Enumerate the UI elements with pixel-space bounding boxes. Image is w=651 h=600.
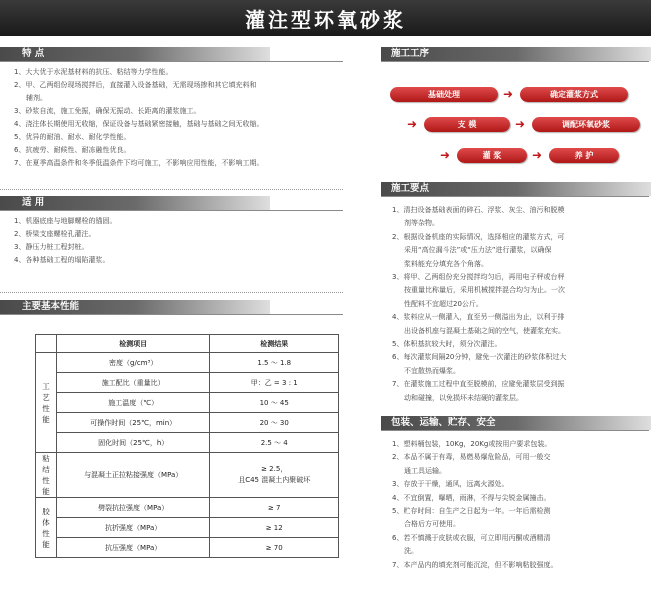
table-result-value: 10 ～ 45 — [259, 398, 289, 407]
list-item: 1、清扫设备基础表面的碎石、浮浆、灰尘、油污和脱模 — [392, 206, 565, 214]
table-header-row — [36, 335, 339, 353]
list-item: 7、在灌浆施工过程中直至脱模前，应避免灌浆层受到振 — [392, 380, 565, 389]
table-header-result: 检测结果 — [210, 335, 339, 353]
table-row — [36, 353, 339, 373]
list-item: 1、机器底座与地脚螺栓的锚固。 — [14, 217, 117, 225]
table-category-cell: 工 艺 性 能 — [36, 353, 57, 453]
process-rule — [381, 61, 649, 62]
list-item: 3、存放于干燥，通风，远离火源处。 — [392, 480, 509, 489]
table-result-value: 2.5 ～ 4 — [260, 438, 288, 447]
applications-list — [14, 215, 344, 267]
table-header-item: 检测项目 — [56, 335, 209, 353]
packaging-rule — [381, 430, 649, 431]
list-item-continuation: 剂等杂物。 — [404, 219, 439, 228]
step-curing: 养 护 — [549, 148, 619, 163]
divider — [0, 292, 343, 293]
list-item-continuation: 出设备机座与混凝土基础之间的空气，使灌浆充实。 — [404, 326, 565, 335]
features-rule — [0, 61, 343, 62]
table-result-cell — [210, 393, 339, 413]
features-heading: 特 点 — [0, 47, 270, 61]
table-result-cell — [210, 353, 339, 373]
list-item-continuation: 性配料不宜超过20公斤。 — [404, 299, 483, 308]
list-item-continuation: 合格后方可使用。 — [404, 520, 460, 529]
list-item-continuation: 通工具运输。 — [404, 466, 446, 475]
table-result-cell — [210, 518, 339, 538]
list-item: 6、抗疲劳、耐候性、耐冻融性优良。 — [14, 146, 131, 154]
table-result-value: ≥ 70 — [265, 543, 283, 552]
table-row — [36, 538, 339, 558]
table-row — [36, 453, 339, 498]
list-item: 4、浆料应从一侧灌入，直至另一侧溢出为止，以利于排 — [392, 313, 565, 322]
list-item: 1、塑料桶包装，10Kg，20Kg或按用户要求包装。 — [392, 440, 552, 448]
list-item-continuation: 采用“高位漏斗法”或“压力法”进行灌浆，以确保 — [404, 246, 552, 255]
list-item: 4、各种基础工程的塌陷灌浆。 — [14, 256, 110, 264]
performance-rule — [0, 314, 343, 315]
table-result-value: ≥ 12 — [265, 523, 283, 532]
key-points-rule — [381, 196, 649, 197]
list-item: 6、若不慎溅于皮肤或衣服，可立即用丙酮或酒精清 — [392, 533, 551, 542]
table-result-cell — [210, 373, 339, 393]
table-item-cell: 与混凝土正拉粘接强度（MPa） — [56, 453, 209, 498]
table-row — [36, 433, 339, 453]
list-item: 2、桥梁支座螺栓孔灌注。 — [14, 230, 96, 238]
table-item-cell: 施工温度（℃） — [56, 393, 209, 413]
arrow-right-icon: ➜ — [503, 87, 514, 101]
table-item-cell: 抗压强度（MPa） — [56, 538, 209, 558]
table-item-cell: 密度（g/cm³） — [56, 353, 209, 373]
table-category-cell: 粘 结 性 能 — [36, 453, 57, 498]
packaging-heading: 包装、运输、贮存、安全 — [381, 416, 651, 430]
table-result-value: 1.5 ～ 1.8 — [257, 358, 292, 367]
list-item: 2、本品不属于有毒，易燃易爆危险品，可用一般交 — [392, 453, 551, 462]
table-row — [36, 393, 339, 413]
step-grouting-method: 确定灌浆方式 — [520, 87, 628, 102]
applications-heading: 适 用 — [0, 196, 270, 210]
step-grouting: 灌 浆 — [457, 148, 527, 163]
table-row — [36, 413, 339, 433]
table-row — [36, 518, 339, 538]
list-item: 7、在夏季高温条件和冬季低温条件下均可施工，不影响应用性能，不影响工期。 — [14, 159, 264, 167]
list-item: 3、砂浆自流，施工免振，确保无振动、长距离的灌浆施工。 — [14, 107, 201, 115]
table-header-category — [36, 335, 57, 353]
divider — [0, 189, 343, 190]
table-item-cell: 固化时间（25℃，h） — [56, 433, 209, 453]
list-item: 6、每次灌浆间隔20分钟，避免一次灌注的砂浆体积过大 — [392, 353, 567, 362]
list-item: 7、本产品内的填充剂可能沉淀，但不影响粘胶强度。 — [392, 560, 558, 569]
table-item-cell: 劈裂抗拉强度（MPa） — [56, 498, 209, 518]
list-item-continuation: 浆料能充分填充各个角落。 — [404, 259, 488, 268]
table-category-cell: 胶 体 性 能 — [36, 498, 57, 558]
list-item: 1、大大优于水泥基材料的抗压、粘结等力学性能。 — [14, 68, 173, 76]
list-item-continuation: 辅剂。 — [26, 94, 47, 102]
step-formwork: 支 模 — [424, 117, 510, 132]
table-result-cell — [210, 498, 339, 518]
list-item: 3、静压力桩工程封桩。 — [14, 243, 89, 251]
list-item-continuation: 按重量比称量后，采用机械搅拌混合均匀为止。一次 — [404, 286, 565, 295]
table-result-cell — [210, 413, 339, 433]
table-result-cell — [210, 433, 339, 453]
table-result-cell — [210, 538, 339, 558]
table-result-value: 甲：乙 = 3 : 1 — [250, 378, 298, 387]
arrow-right-icon: ➜ — [407, 117, 418, 131]
list-item: 5、优异的耐油、耐水、耐化学性能。 — [14, 133, 131, 141]
features-list — [14, 66, 344, 170]
list-item: 3、将甲、乙两组份充分搅拌均匀后，再用电子秤或台秤 — [392, 273, 565, 282]
step-foundation-treatment: 基础处理 — [390, 87, 498, 102]
list-item: 5、体积基抗较大时，须分次灌注。 — [392, 340, 502, 349]
table-result-note: 且C45 混凝土内聚破坏 — [238, 476, 311, 484]
list-item-continuation: 洗。 — [404, 547, 418, 556]
list-item: 5、贮存时间：自生产之日起为一年。一年后需检测 — [392, 507, 551, 516]
arrow-right-icon: ➜ — [515, 117, 526, 131]
arrow-right-icon: ➜ — [440, 148, 451, 162]
packaging-list — [392, 438, 650, 572]
step-mix-mortar: 调配环氧砂浆 — [532, 117, 640, 132]
table-row — [36, 498, 339, 518]
title-banner — [0, 0, 651, 36]
list-item: 2、根据设备机座的实际情况，选择相应的灌浆方式，可 — [392, 232, 565, 241]
list-item-continuation: 动和碰撞，以免损坏未结硬的灌浆层。 — [404, 393, 523, 402]
table-item-cell: 可操作时间（25℃，min） — [56, 413, 209, 433]
arrow-right-icon: ➜ — [532, 148, 543, 162]
table-result-value: 20 ～ 30 — [259, 418, 289, 427]
key-points-list — [392, 204, 650, 405]
table-result-value: ≥ 2.5， — [261, 465, 288, 473]
process-heading: 施工工序 — [381, 47, 651, 61]
page-title: 灌注型环氧砂浆 — [245, 7, 406, 32]
table-result-value: ≥ 7 — [267, 503, 281, 512]
table-item-cell: 抗折强度（MPa） — [56, 518, 209, 538]
key-points-heading: 施工要点 — [381, 182, 651, 196]
performance-heading: 主要基本性能 — [0, 300, 270, 314]
table-item-cell: 施工配比（重量比） — [56, 373, 209, 393]
list-item: 2、甲、乙两组份现场搅拌后，直接灌入设备基础，无需现场掺和其它填充料和 — [14, 81, 257, 89]
list-item: 4、浇注体长期使用无收缩，保证设备与基础紧密接触，基础与基础之间无收缩。 — [14, 120, 264, 128]
list-item-continuation: 不宜散热而爆浆。 — [404, 366, 460, 375]
applications-rule — [0, 210, 343, 211]
list-item: 4、不宜倒置，曝晒，雨淋，不得与尖锐金属撞击。 — [392, 493, 551, 502]
performance-table — [35, 334, 339, 558]
table-result-cell — [210, 453, 339, 498]
table-row — [36, 373, 339, 393]
